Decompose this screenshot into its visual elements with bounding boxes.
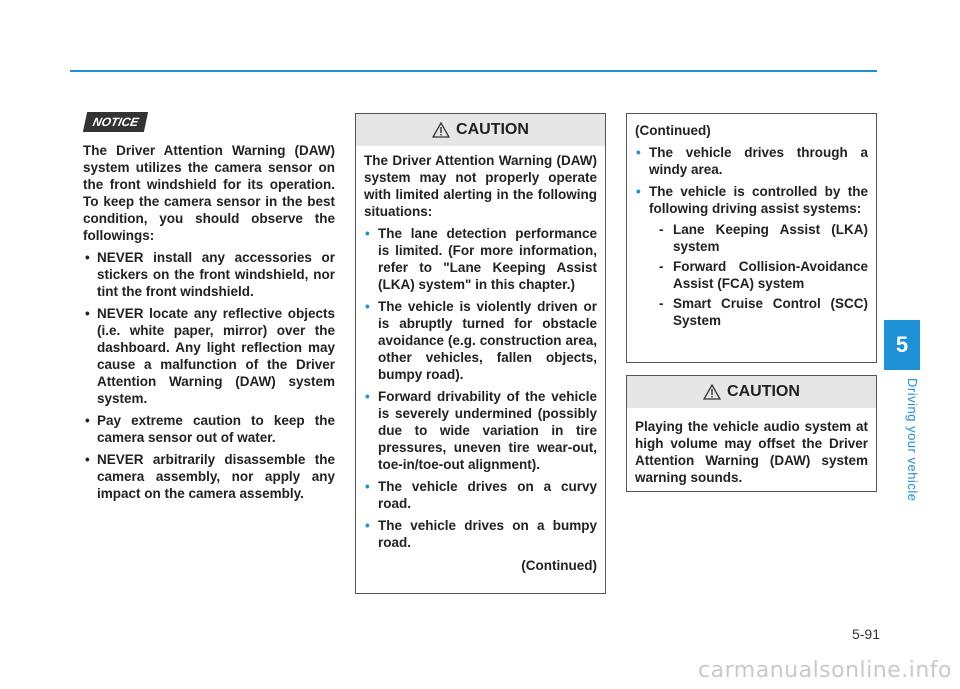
caution-box-daw-limits (355, 113, 606, 594)
continued-list (635, 144, 868, 329)
caution-box-audio (626, 375, 877, 492)
chapter-tab (884, 320, 920, 370)
list-item: • Pay extreme caution to keep the camera sensor out of water. (85, 413, 335, 445)
caution-list (364, 225, 597, 551)
list-item: • The lane detection performance is limited. (For more information, refer to "Lane Keeping Assist (LKA) system" in this chapter.) (365, 226, 597, 292)
list-item: • NEVER arbitrarily disassemble the camera assembly, nor apply any impact on the camera assembly. (85, 452, 335, 501)
list-item: - Forward Collision-Avoidance Assist (FCA) system (659, 259, 868, 291)
list-item: • NEVER install any accessories or stickers on the front windshield, nor tint the front windshield. (85, 250, 335, 299)
list-item: - Smart Cruise Control (SCC) System (659, 296, 868, 328)
page-number: 5-91 (851, 626, 880, 642)
list-item: • The vehicle drives on a curvy road. (365, 479, 597, 511)
caution-header (356, 114, 605, 146)
caution-header (627, 376, 876, 408)
caution-title: CAUTION (456, 121, 529, 138)
caution-text: Playing the vehicle audio system at high volume may offset the Driver Attention Warning (DAW) system warning sounds. (635, 419, 868, 485)
list-item: - Lane Keeping Assist (LKA) system (659, 222, 868, 254)
watermark: carmanualsonline.info (698, 658, 952, 683)
warning-triangle-icon (432, 122, 450, 138)
notice-list (83, 249, 335, 502)
assist-systems-list (649, 221, 868, 329)
chapter-title: Driving your vehicle (905, 378, 920, 502)
list-item: • The vehicle is violently driven or is abruptly turned for obstacle avoidance (e.g. construction area, other vehicles, fallen objects, bumpy road). (365, 299, 597, 382)
list-item: • NEVER locate any reflective objects (i.e. white paper, mirror) over the dashboard. Any light reflection may cause a malfunction of the Driver Attention Warning (DAW) system system. (85, 306, 335, 406)
header-rule (70, 70, 877, 72)
notice-badge: NOTICE (83, 112, 149, 132)
warning-triangle-icon (703, 384, 721, 400)
continued-box (626, 113, 877, 363)
list-item: • The vehicle drives through a windy area. (636, 145, 868, 177)
continued-heading: (Continued) (635, 123, 711, 138)
notice-section (83, 112, 335, 502)
notice-intro: The Driver Attention Warning (DAW) system utilizes the camera sensor on the front windshield for its operation. To keep the camera sensor in the best condition, you should observe the followings: (83, 143, 335, 243)
caution-intro: The Driver Attention Warning (DAW) system may not properly operate with limited alerting in the following situations: (364, 153, 597, 219)
chapter-number: 5 (895, 332, 909, 357)
caution-title: CAUTION (727, 383, 800, 400)
list-item: • The vehicle is controlled by the following driving assist systems: - Lane Keeping Assist (LKA) system - Forward Collision-Avoidance Assist (FCA) system - Smart Cruise Control (SCC) System (636, 184, 868, 328)
list-item: • The vehicle drives on a bumpy road. (365, 518, 597, 550)
list-item: • Forward drivability of the vehicle is severely undermined (possibly due to wide variation in tire pressures, uneven tire wear-out, toe-in/toe-out alignment). (365, 389, 597, 472)
continued-label: (Continued) (521, 558, 597, 573)
